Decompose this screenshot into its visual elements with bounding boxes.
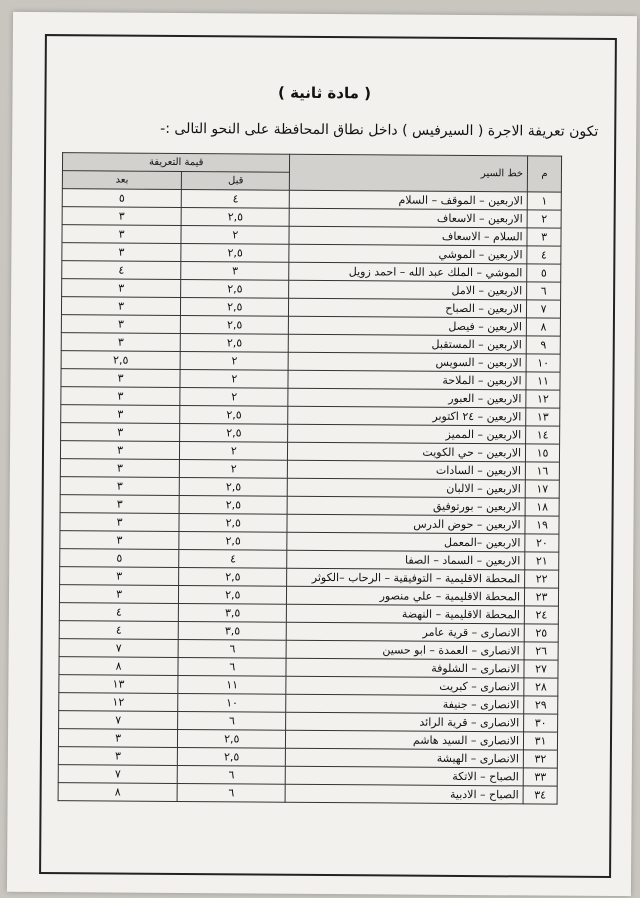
row-number: ١٢ xyxy=(526,390,560,408)
fare-before-cell: ٦ xyxy=(177,783,285,802)
route-cell: السلام – الاسعاف xyxy=(289,226,527,246)
fare-after-cell: ٣ xyxy=(59,585,178,604)
fare-before-cell: ٢,٥ xyxy=(181,298,289,317)
route-cell: الانصارى – الهيشة xyxy=(286,748,524,768)
fare-after-cell: ٣ xyxy=(61,315,180,334)
row-number: ٩ xyxy=(526,336,560,354)
route-cell: الاربعين – الصباح xyxy=(289,298,527,318)
route-cell: الاربعين – الموشي xyxy=(289,244,527,264)
fare-after-cell: ٣ xyxy=(60,531,179,550)
header-before: قبل xyxy=(182,172,290,191)
fare-before-cell: ٢,٥ xyxy=(179,568,287,587)
row-number: ٢٥ xyxy=(524,624,558,642)
route-cell: المحطة الاقليمية – النهضة xyxy=(287,604,525,624)
intro-text: تكون تعريفة الاجرة ( السيرفيس ) داخل نطاق المحافظة على النحو التالى :- xyxy=(160,120,599,140)
row-number: ٣ xyxy=(527,228,561,246)
fare-before-cell: ٢,٥ xyxy=(179,532,287,551)
fare-after-cell: ٣ xyxy=(58,729,177,748)
fare-before-cell: ٦ xyxy=(177,765,285,784)
row-number: ١٥ xyxy=(526,444,560,462)
fare-before-cell: ٣,٥ xyxy=(179,604,287,623)
route-cell: الاربعين – ٢٤ اكتوبر xyxy=(288,406,526,426)
row-number: ٢١ xyxy=(525,552,559,570)
fare-before-cell: ٦ xyxy=(178,640,286,659)
row-number: ٣٣ xyxy=(523,768,557,786)
fare-after-cell: ٣ xyxy=(60,459,179,478)
fare-before-cell: ٤ xyxy=(181,190,289,209)
row-number: ٥ xyxy=(527,264,561,282)
row-number: ١٧ xyxy=(525,480,559,498)
fare-before-cell: ٢,٥ xyxy=(179,478,287,497)
fare-before-cell: ٢,٥ xyxy=(181,208,289,227)
fare-before-cell: ٢,٥ xyxy=(178,747,286,766)
row-number: ٣٠ xyxy=(524,714,558,732)
fare-after-cell: ٣ xyxy=(61,423,180,442)
row-number: ١١ xyxy=(526,372,560,390)
route-cell: الاربعين – السويس xyxy=(288,352,526,372)
fare-after-cell: ٣ xyxy=(62,207,181,226)
fare-after-cell: ٣ xyxy=(60,441,179,460)
fare-before-cell: ٢,٥ xyxy=(179,496,287,515)
fare-before-cell: ٢,٥ xyxy=(179,514,287,533)
route-cell: الاربعين – السماد – الصفا xyxy=(287,550,525,570)
fare-before-cell: ٤ xyxy=(179,550,287,569)
route-cell: الانصارى – قرية الرائد xyxy=(286,712,524,732)
fare-after-cell: ٥ xyxy=(62,189,181,208)
header-fare-value: قيمة التعريفة xyxy=(62,153,290,173)
fare-table-body xyxy=(58,189,561,804)
fare-before-cell: ٢,٥ xyxy=(181,280,289,299)
route-cell: الاربعين – العبور xyxy=(288,388,526,408)
row-number: ٢٤ xyxy=(524,606,558,624)
fare-before-cell: ٣,٥ xyxy=(178,622,286,641)
row-number: ١٣ xyxy=(526,408,560,426)
fare-before-cell: ٢,٥ xyxy=(180,334,288,353)
fare-before-cell: ٦ xyxy=(178,658,286,677)
fare-after-cell: ٣ xyxy=(60,495,179,514)
route-cell: الاربعين –المعمل xyxy=(287,532,525,552)
fare-before-cell: ٢ xyxy=(181,226,289,245)
row-number: ١٤ xyxy=(526,426,560,444)
row-number: ٧ xyxy=(527,300,561,318)
row-number: ١٠ xyxy=(526,354,560,372)
header-route: خط السير xyxy=(290,154,528,192)
row-number: ٢٩ xyxy=(524,696,558,714)
fare-after-cell: ٣ xyxy=(60,477,179,496)
fare-after-cell: ٧ xyxy=(59,711,178,730)
route-cell: الاربعين – بورتوفيق xyxy=(287,496,525,516)
route-cell: الاربعين – الملاحة xyxy=(288,370,526,390)
fare-before-cell: ٢,٥ xyxy=(181,244,289,263)
fare-after-cell: ٤ xyxy=(59,603,178,622)
route-cell: الصباح – الاتكة xyxy=(286,766,524,786)
route-cell: الاربعين – الالبان xyxy=(288,478,526,498)
fare-after-cell: ٧ xyxy=(59,639,178,658)
table-row xyxy=(58,783,557,804)
row-number: ٢٨ xyxy=(524,678,558,696)
route-cell: الاربعين – الاسعاف xyxy=(289,208,527,228)
fare-after-cell: ٤ xyxy=(62,261,181,280)
route-cell: الاربعين – حي الكويت xyxy=(288,442,526,462)
route-cell: الانصارى – كبريت xyxy=(286,676,524,696)
fare-after-cell: ٣ xyxy=(60,567,179,586)
route-cell: الاربعين – المستقبل xyxy=(289,334,527,354)
route-cell: الاربعين – حوض الدرس xyxy=(287,514,525,534)
route-cell: الانصارى – العمدة – ابو حسين xyxy=(286,640,524,660)
fare-before-cell: ٣ xyxy=(181,262,289,281)
fare-after-cell: ٣ xyxy=(61,333,180,352)
route-cell: الاربعين – السادات xyxy=(288,460,526,480)
row-number: ٣٢ xyxy=(523,750,557,768)
paper-sheet xyxy=(7,12,637,896)
fare-before-cell: ٢ xyxy=(180,352,288,371)
fare-before-cell: ٢,٥ xyxy=(180,424,288,443)
fare-after-cell: ١٣ xyxy=(59,675,178,694)
route-cell: الانصارى – الشلوفة xyxy=(286,658,524,678)
fare-after-cell: ٣ xyxy=(62,243,181,262)
header-after: بعد xyxy=(62,171,181,190)
route-cell: الاربعين – الامل xyxy=(289,280,527,300)
route-cell: المحطة الاقليمية – التوفيقية – الرحاب –الكوثر xyxy=(287,568,525,588)
row-number: ٢٣ xyxy=(525,588,559,606)
row-number: ٢٦ xyxy=(524,642,558,660)
fare-after-cell: ٨ xyxy=(59,657,178,676)
fare-before-cell: ٢ xyxy=(180,460,288,479)
fare-before-cell: ٢ xyxy=(180,442,288,461)
fare-after-cell: ٥ xyxy=(60,549,179,568)
row-number: ٢٢ xyxy=(525,570,559,588)
fare-after-cell: ٢,٥ xyxy=(61,351,180,370)
fare-before-cell: ١١ xyxy=(178,676,286,695)
route-cell: المحطة الاقليمية – علي منصور xyxy=(287,586,525,606)
fare-after-cell: ٣ xyxy=(61,369,180,388)
row-number: ١٦ xyxy=(525,462,559,480)
article-heading: ( مادة ثانية ) xyxy=(277,83,372,103)
fare-after-cell: ٣ xyxy=(58,747,177,766)
fare-after-cell: ٣ xyxy=(61,387,180,406)
row-number: ٦ xyxy=(527,282,561,300)
fare-before-cell: ٢ xyxy=(180,370,288,389)
fare-after-cell: ٤ xyxy=(59,621,178,640)
fare-after-cell: ٧ xyxy=(58,765,177,784)
route-cell: الموشي – الملك عبد الله – احمد زويل xyxy=(289,262,527,282)
fare-after-cell: ٣ xyxy=(62,279,181,298)
header-number: م xyxy=(527,156,561,192)
fare-before-cell: ٢,٥ xyxy=(180,406,288,425)
row-number: ٨ xyxy=(526,318,560,336)
row-number: ١ xyxy=(527,192,561,210)
route-cell: الانصارى – السيد هاشم xyxy=(286,730,524,750)
row-number: ٣٤ xyxy=(523,786,557,804)
route-cell: الانصارى – قرية عامر xyxy=(287,622,525,642)
fare-before-cell: ٢ xyxy=(180,388,288,407)
row-number: ٢٠ xyxy=(525,534,559,552)
fare-after-cell: ٣ xyxy=(62,225,181,244)
fare-after-cell: ١٢ xyxy=(59,693,178,712)
route-cell: الاربعين – الموقف – السلام xyxy=(290,190,528,210)
route-cell: الاربعين – المميز xyxy=(288,424,526,444)
row-number: ١٩ xyxy=(525,516,559,534)
fare-table xyxy=(58,152,563,804)
fare-before-cell: ١٠ xyxy=(178,694,286,713)
route-cell: الاربعين – فيصل xyxy=(289,316,527,336)
fare-after-cell: ٨ xyxy=(58,783,177,802)
fare-before-cell: ٦ xyxy=(178,712,286,731)
fare-after-cell: ٣ xyxy=(61,405,180,424)
row-number: ٢٧ xyxy=(524,660,558,678)
route-cell: الصباح – الادبية xyxy=(285,784,523,804)
row-number: ٤ xyxy=(527,246,561,264)
row-number: ٢ xyxy=(527,210,561,228)
fare-after-cell: ٣ xyxy=(61,297,180,316)
row-number: ٣١ xyxy=(524,732,558,750)
fare-after-cell: ٣ xyxy=(60,513,179,532)
fare-before-cell: ٢,٥ xyxy=(181,316,289,335)
fare-before-cell: ٢,٥ xyxy=(178,729,286,748)
fare-before-cell: ٢,٥ xyxy=(179,586,287,605)
route-cell: الانصارى – جنيفة xyxy=(286,694,524,714)
row-number: ١٨ xyxy=(525,498,559,516)
